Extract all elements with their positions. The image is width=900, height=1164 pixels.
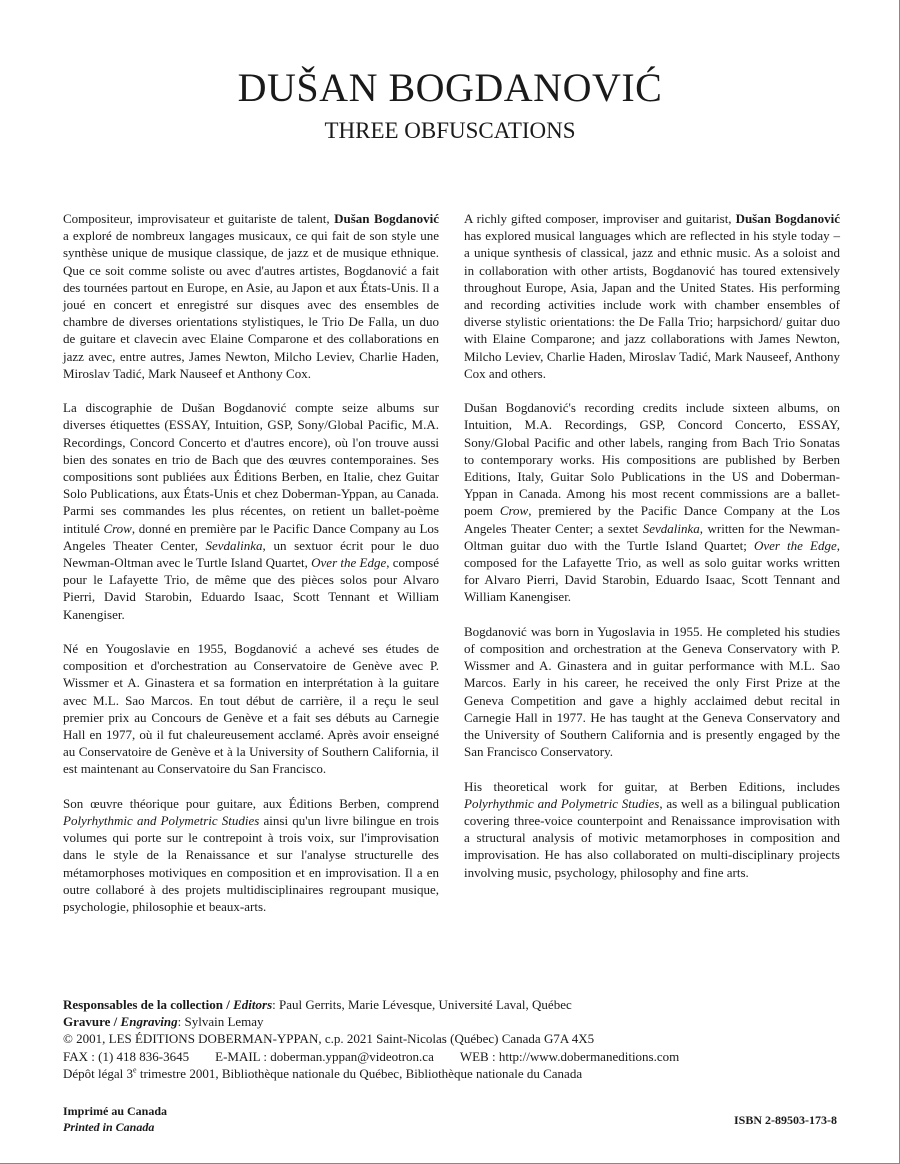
legal-deposit-line	[63, 1065, 843, 1082]
website-link[interactable]: WEB : http://www.dobermaneditions.com	[459, 1048, 680, 1064]
fr-p2-text-b: , donné en première par le Pacific Dance Company au Los Angeles Theater Center,	[63, 520, 439, 553]
fr-p4-text-b: ainsi qu'un livre bilingue en trois volumes qui porte sur le contrepoint à trois voix, sur l'improvisation dans le style de la Renaissance et sur l'analyse structurelle des métamorphoses motiviques en composition et en improvisation. Il a en outre collaboré à des projets multidisciplinaires regroupant musique, psychologie, philosophie et beaux-arts.	[63, 813, 439, 915]
fr-paragraph-2	[63, 399, 439, 623]
en-p2-text-d: , composed for the Lafayette Trio, as well as solo guitar works written for Alvaro Pierri, David Starobin, Eduardo Isaac, Scott Tennant and William Kanengiser.	[464, 537, 840, 605]
printed-in-block	[63, 1103, 167, 1135]
fr-p2-work-sevdalinka: Sevdalinka	[205, 537, 263, 553]
en-p1-composer-name: Dušan Bogdanović	[735, 211, 840, 226]
contact-line	[63, 1048, 843, 1065]
engraving-line	[63, 1013, 843, 1030]
credits-block	[63, 996, 843, 1082]
en-p4-text-a: His theoretical work for guitar, at Berben Editions, includes	[464, 778, 840, 794]
editors-slash: /	[222, 997, 234, 1012]
en-p2-work-sevdalinka: Sevdalinka	[642, 520, 700, 536]
isbn: ISBN 2-89503-173-8	[733, 1113, 837, 1127]
editors-label-fr: Responsables de la collection	[63, 997, 223, 1012]
fr-p2-text-a: La discographie de Dušan Bogdanović compte seize albums sur diverses étiquettes (ESSAY, Intuition, GSP, Sony/Global Pacific, M.A. Recordings, Concord Concerto et d'autres encore), où l'on trouve aussi bien des sonates en trio de Bach que des œuvres contemporaines. Ses compositions sont publiées aux Éditions Berben, en Italie, chez Guitar Solo Publications, aux États-Unis et chez Doberman-Yppan, au Canada. Parmi ses commandes les plus récentes, on retient un ballet-poème intitulé	[63, 400, 439, 536]
fr-p2-text-c: , un sextuor écrit pour le duo Newman-Oltman avec le Turtle Island Quartet,	[63, 537, 439, 571]
en-paragraph-4	[464, 778, 840, 881]
printed-in-fr: Imprimé au Canada	[63, 1104, 168, 1118]
fr-p2-text-d: , composé pour le Lafayette Trio, de même que des pièces solos pour Alvaro Pierri, David Starobin, Eduardo Isaac, Scott Tennant et William Kanengiser.	[63, 555, 439, 622]
engraving-value: : Sylvain Lemay	[177, 1014, 264, 1030]
editors-line	[63, 996, 843, 1013]
editors-value: : Paul Gerrits, Marie Lévesque, Université Laval, Québec	[272, 997, 572, 1012]
fr-p1-text-b: a exploré de nombreux langages musicaux, ce qui fait de son style une synthèse unique de musique classique, de jazz et de musique ethnique. Que ce soit comme soliste ou avec d'autres artistes, Bogdanović a fait des tournées partout en Europe, en Asie, au Japon et aux États-Unis. Il a joué en concert et enregistré sur disques avec des ensembles de chambre de diverses orientations stylistiques, le Trio De Falla, un duo de guitare et clavecin avec Elaine Comparone et des collaborations en jazz avec, entre autres, James Newton, Milcho Leviev, Charlie Haden, Miroslav Tadić, Mark Nauseef et Anthony Cox.	[63, 228, 439, 381]
engraving-label-en: Engraving	[120, 1014, 178, 1030]
fr-p1-text-a: Compositeur, improvisateur et guitariste de talent,	[63, 211, 335, 226]
page-title: DUŠAN BOGDANOVIĆ	[237, 65, 663, 110]
copyright-line: © 2001, LES ÉDITIONS DOBERMAN-YPPAN, c.p. 2021 Saint-Nicolas (Québec) Canada G7A 4X5	[63, 1031, 595, 1047]
email-address[interactable]: E-MAIL : doberman.yppan@videotron.ca	[215, 1048, 434, 1064]
fr-p2-work-edge: Over the Edge	[311, 555, 387, 571]
fr-p4-text-a: Son œuvre théorique pour guitare, aux Éditions Berben, comprend	[63, 795, 439, 811]
en-p2-work-edge: Over the Edge	[753, 537, 837, 553]
legal-deposit-text-b: trimestre 2001, Bibliothèque nationale du Québec, Bibliothèque nationale du Canada	[136, 1065, 583, 1081]
printed-in-en: Printed in Canada	[63, 1120, 155, 1134]
fr-p2-work-crow: Crow	[103, 520, 132, 536]
engraving-label-fr: Gravure	[63, 1014, 111, 1030]
fr-paragraph-3: Né en Yougoslavie en 1955, Bogdanović a achevé ses études de composition et d'orchestration au Conservatoire de Genève avec P. Wissmer et A. Ginastera et sa formation en interprétation à la guitare avec M.L. Sao Marcos. En tout début de carrière, il a reçu le seul premier prix au Concours de Genève et a fait ses débuts au Carnegie Hall en 1977, où il fut chaleureusement acclamé. Après avoir enseigné au Conservatoire de Genève et à la University of Southern California, il est maintenant au Conservatoire du San Francisco.	[63, 641, 439, 777]
english-column	[464, 210, 840, 898]
fr-p1-composer-name: Dušan Bogdanović	[334, 211, 439, 226]
en-p2-text-b: , premiered by the Pacific Dance Company at the Los Angeles Theater Center; a sextet	[464, 503, 840, 536]
en-paragraph-1	[464, 210, 840, 382]
page-subtitle: THREE OBFUSCATIONS	[324, 118, 576, 143]
en-paragraph-2	[464, 399, 840, 605]
legal-deposit-superscript: e	[133, 1065, 137, 1075]
fr-paragraph-1	[63, 210, 439, 382]
editors-label-en: Editors	[233, 997, 273, 1012]
en-p2-text-c: , written for the Newman-Oltman guitar duo with the Turtle Island Quartet;	[464, 520, 840, 553]
fr-paragraph-4	[63, 795, 439, 915]
legal-deposit-text-a: Dépôt légal 3	[63, 1065, 134, 1081]
en-p1-text-a: A richly gifted composer, improviser and guitarist,	[464, 211, 736, 226]
en-paragraph-3: Bogdanović was born in Yugoslavia in 1955. He completed his studies of composition and orchestration at the Geneva Conservatory with P. Wissmer and A. Ginastera and in guitar performance with M.L. Sao Marcos. Early in his career, he received the only First Prize at the Geneva Competition and gave a highly acclaimed debut recital in Carnegie Hall in 1977. He has taught at the Geneva Conservatory and the University of Southern California and is presently engaged by the San Francisco Conservatory.	[464, 623, 840, 760]
fax-number: FAX : (1) 418 836-3645	[63, 1048, 190, 1064]
en-p2-text-a: Dušan Bogdanović's recording credits include sixteen albums, on Intuition, M.A. Recordings, GSP, Concord Concerto, ESSAY, Sony/Global Pacific and other labels, ranging from Bach Trio Sonatas to contemporary works. His compositions are published by Berben Editions, Italy, Guitar Solo Publications in the US and Doberman-Yppan in Canada. Among his most recent commissions are a ballet-poem	[464, 400, 840, 519]
en-p4-text-b: , as well as a bilingual publication covering three-voice counterpoint and Renaissance improvisation with a structural analysis of motivic metamorphoses in composition and improvisation. He has also collaborated on multi-disciplinary projects involving music, psychology, philosophy and fine arts.	[464, 795, 841, 880]
en-p1-text-b: has explored musical languages which are reflected in his style today – a unique synthesis of classical, jazz and ethnic music. As a soloist and in collaboration with other artists, Bogdanović has toured extensively throughout Europe, Asia, Japan and the United States. His performing and recording activities include work with chamber ensembles of diverse stylistic orientations: the De Falla Trio; harpsichord/ guitar duo with Elaine Comparone; and jazz collaborations with James Newton, Milcho Leviev, Charlie Haden, Miroslav Tadić, Mark Nauseef, Anthony Cox and others.	[464, 228, 840, 381]
en-p4-work-title: Polyrhythmic and Polymetric Studies	[464, 795, 660, 811]
fr-p4-work-title: Polyrhythmic and Polymetric Studies	[63, 813, 260, 829]
french-column	[63, 210, 439, 932]
engraving-slash: /	[110, 1014, 121, 1030]
en-p2-work-crow: Crow	[499, 503, 529, 519]
